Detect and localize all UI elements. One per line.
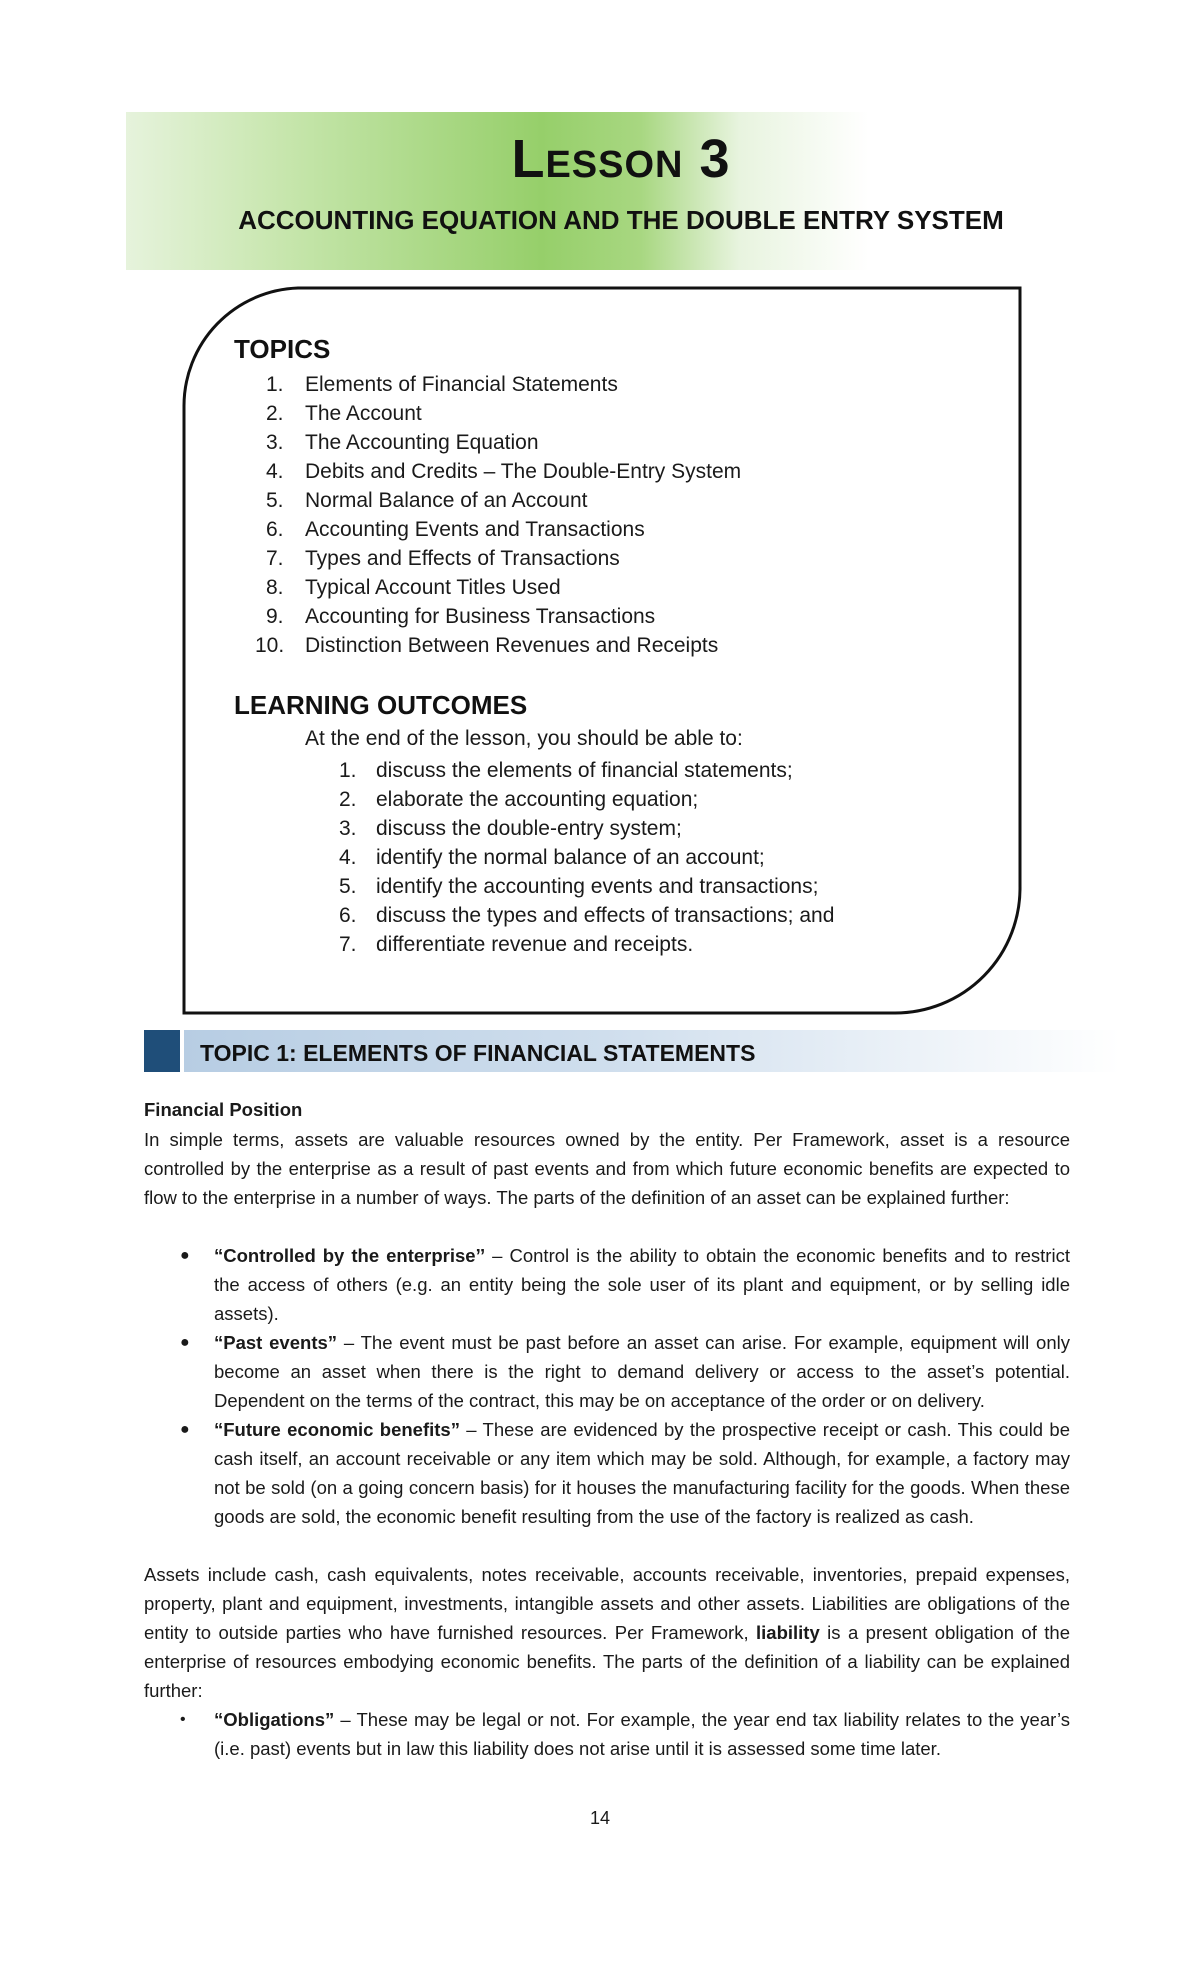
assets-liabilities-paragraph: Assets include cash, cash equivalents, notes receivable, accounts receivable, inventories, prepaid expenses, property, plant and equipment, investments, intangible assets and other assets. Liabilities are obligations of the entity to outside parties who have furnished resources. Per Framework, liability is a present obligation of the enterprise of resources embodying economic benefits. The parts of the definition of a liability can be explained further:	[144, 1564, 1070, 1701]
lesson-number: 3	[699, 129, 731, 189]
lesson-subtitle: ACCOUNTING EQUATION AND THE DOUBLE ENTRY SYSTEM	[238, 205, 1004, 235]
intro-paragraph: In simple terms, assets are valuable resources owned by the entity. Per Framework, asset is a resource controlled by the enterprise as a result of past events and from which future economic benefits are expected to flow to the enterprise in a number of ways. The parts of the definition of an asset can be explained further:	[144, 1129, 1070, 1208]
topic-bar-marker	[144, 1030, 180, 1072]
bullet-icon: •	[180, 1711, 186, 1728]
bullet-icon: ●	[180, 1334, 190, 1351]
topic-title: TOPIC 1: ELEMENTS OF FINANCIAL STATEMENTS	[200, 1040, 756, 1066]
page-number: 14	[589, 1808, 611, 1828]
outcomes-intro: At the end of the lesson, you should be able to:	[305, 727, 743, 750]
bullet-icon: ●	[180, 1421, 190, 1438]
bullet-icon: ●	[180, 1247, 190, 1264]
section-heading: Financial Position	[144, 1099, 303, 1120]
bullet-item: “Obligations” – These may be legal or not. For example, the year end tax liability relates to the year’s (i.e. past) events but in law this liability does not arise until it is assessed some time later.	[214, 1709, 1070, 1759]
bullet-item: “Past events” – The event must be past before an asset can arise. For example, equipment will only become an asset when there is the right to demand delivery or access to the asset’s potential. Dependent on the terms of the contract, this may be on acceptance of the order or on delivery.	[214, 1332, 1070, 1411]
lesson-label-rest: ESSON	[545, 144, 684, 186]
outcomes-heading: LEARNING OUTCOMES	[234, 690, 528, 720]
bullet-item: “Future economic benefits” – These are evidenced by the prospective receipt or cash. This could be cash itself, an account receivable or any item which may be sold. Although, for example, a factory may not be sold (on a going concern basis) for it houses the manufacturing facility for the goods. When these goods are sold, the economic benefit resulting from the use of the factory is realized as cash.	[214, 1419, 1070, 1527]
lesson-label-first: L	[511, 129, 546, 189]
topics-heading: TOPICS	[234, 334, 331, 364]
lesson-title	[126, 128, 1116, 190]
bullet-item: “Controlled by the enterprise’’ – Control is the ability to obtain the economic benefits and to restrict the access of others (e.g. an entity being the sole user of its plant and equipment, or by selling idle assets).	[214, 1245, 1070, 1324]
